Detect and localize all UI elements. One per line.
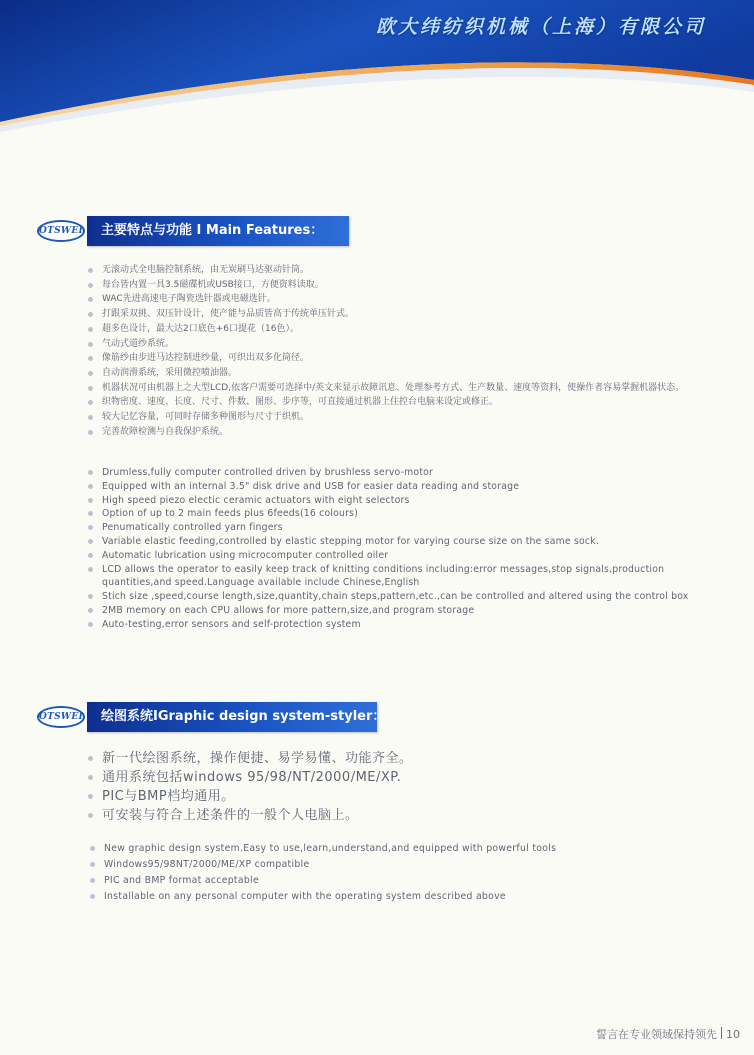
list-item: High speed piezo electic ceramic actuators with eight selectors [88, 494, 718, 508]
bullet-icon [88, 756, 93, 761]
bullet-icon [88, 813, 93, 818]
list-item: Variable elastic feeding,controlled by elastic stepping motor for varying course size on the same sock. [88, 535, 718, 549]
list-item: 完善故障检测与自我保护系统。 [88, 425, 708, 440]
list-item: Drumless,fully computer controlled driven by brushless servo-motor [88, 466, 718, 480]
bullet-icon [88, 297, 93, 302]
list-item: WAC先进高速电子陶瓷选针器或电磁选针。 [88, 292, 708, 307]
graphic-section-header [37, 702, 386, 732]
list-item: 无滚动式全电脑控制系统，由无炭刷马达驱动针筒。 [88, 263, 708, 278]
list-item: 较大记忆容量，可同时存储多种图形与尺寸于织机。 [88, 410, 708, 425]
bullet-icon [88, 608, 93, 613]
list-item: PIC与BMP档均通用。 [88, 787, 688, 806]
list-item: Stich size ,speed,course length,size,quantity,chain steps,pattern,etc.,can be controlled and altered using the control box [88, 590, 718, 604]
bullet-icon [88, 553, 93, 558]
bullet-icon [90, 862, 95, 867]
bullet-icon [88, 327, 93, 332]
list-item: 每台皆内置一具3.5磁碟机或USB接口，方便资料读取。 [88, 278, 708, 293]
list-item: Automatic lubrication using microcomputer controlled oiler [88, 549, 718, 563]
list-item: 织物密度、速度、长度、尺寸、件数、图形、步序等，可直接通过机器上住控台电脑来设定或修正。 [88, 395, 708, 410]
bullet-icon [88, 400, 93, 405]
list-item: 通用系统包括windows 95/98/NT/2000/ME/XP. [88, 768, 688, 787]
company-logo: OTSWEI [37, 706, 85, 728]
list-item: New graphic design system.Easy to use,learn,understand,and equipped with powerful tools [90, 841, 690, 857]
bullet-icon [88, 775, 93, 780]
features-title: 主要特点与功能 I Main Features： [87, 216, 349, 246]
bullet-icon [90, 894, 95, 899]
bullet-icon [88, 430, 93, 435]
list-item: Option of up to 2 main feeds plus 6feeds(16 colours) [88, 507, 718, 521]
list-item: 可安装与符合上述条件的一般个人电脑上。 [88, 806, 688, 825]
list-item: Windows95/98NT/2000/ME/XP compatible [90, 857, 690, 873]
bullet-icon [90, 846, 95, 851]
list-item: Penumatically controlled yarn fingers [88, 521, 718, 535]
bullet-icon [88, 498, 93, 503]
company-name: 欧大纬纺织机械（上海）有限公司 [375, 16, 706, 38]
bullet-icon [90, 878, 95, 883]
graphic-cn-list [88, 749, 688, 825]
bullet-icon [88, 371, 93, 376]
graphic-title: 绘图系统IGraphic design system-styler： [87, 702, 377, 732]
header-banner [0, 0, 754, 140]
list-item: PIC and BMP format acceptable [90, 873, 690, 889]
bullet-icon [88, 342, 93, 347]
footer-slogan: 誓言在专业领域保持领先 [596, 1028, 717, 1041]
list-item: 新一代绘图系统，操作便捷、易学易懂、功能齐全。 [88, 749, 688, 768]
page-number: 10 [726, 1028, 740, 1041]
company-logo: OTSWEI [37, 220, 85, 242]
bullet-icon [88, 525, 93, 530]
bullet-icon [88, 567, 93, 572]
bullet-icon [88, 283, 93, 288]
list-item: Equipped with an internal 3.5" disk drive and USB for easier data reading and storage [88, 480, 718, 494]
bullet-icon [88, 470, 93, 475]
bullet-icon [88, 356, 93, 361]
bullet-icon [88, 268, 93, 273]
features-section-header [37, 216, 349, 246]
bullet-icon [88, 594, 93, 599]
list-item: 超多色设计，最大达2口底色+6口提花（16色）。 [88, 322, 708, 337]
bullet-icon [88, 386, 93, 391]
list-item: 机器状况可由机器上之大型LCD,依客户需要可选择中/英文来显示故障讯息、处理参考方式、生产数量、速度等资料，使操作者容易掌握机器状态。 [88, 381, 708, 396]
list-item: Installable on any personal computer with the operating system described above [90, 889, 690, 905]
graphic-en-list [90, 841, 690, 905]
bullet-icon [88, 484, 93, 489]
list-item: LCD allows the operator to easily keep track of knitting conditions including:error messages,stop signals,production quantities,and speed.Language available include Chinese,English [88, 563, 718, 591]
page-footer [596, 1026, 740, 1042]
list-item: Auto-testing,error sensors and self-protection system [88, 618, 718, 632]
bullet-icon [88, 539, 93, 544]
list-item: 自动润滑系统，采用微控喷油器。 [88, 366, 708, 381]
list-item: 气动式道纱系统。 [88, 337, 708, 352]
bullet-icon [88, 511, 93, 516]
features-cn-list [88, 263, 708, 439]
bullet-icon [88, 622, 93, 627]
list-item: 2MB memory on each CPU allows for more pattern,size,and program storage [88, 604, 718, 618]
features-en-list [88, 466, 718, 632]
list-item: 像筋纱由步进马达控制进纱量，可织出双多化筒径。 [88, 351, 708, 366]
bullet-icon [88, 794, 93, 799]
list-item: 打跟采双挑、双压针设计，使产能与品质皆高于传统单压针式。 [88, 307, 708, 322]
bullet-icon [88, 415, 93, 420]
bullet-icon [88, 312, 93, 317]
footer-divider [721, 1027, 722, 1039]
